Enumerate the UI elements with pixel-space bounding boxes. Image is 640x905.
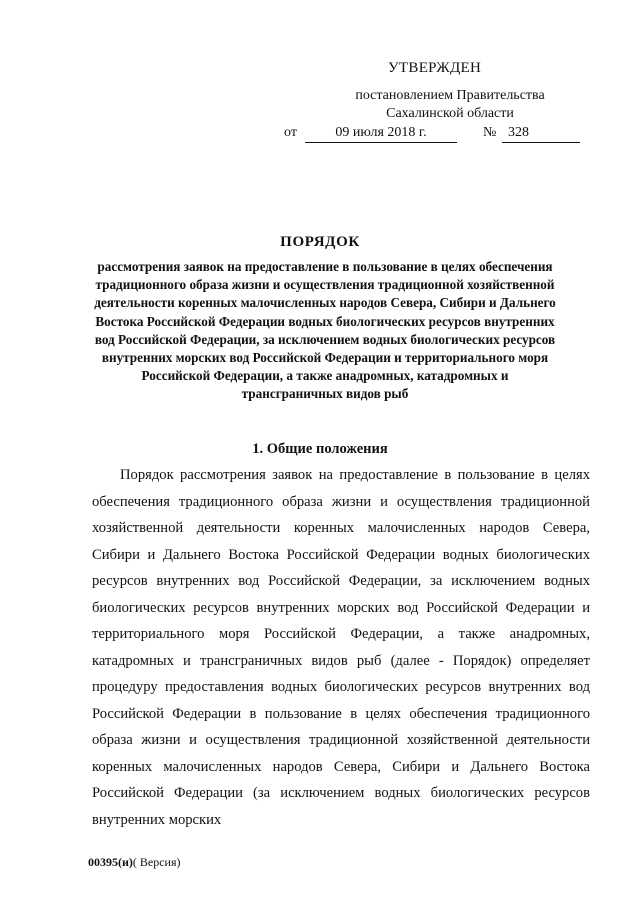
approval-number: 328	[502, 124, 580, 143]
approval-heading: УТВЕРЖДЕН	[388, 60, 482, 76]
footer-version	[88, 855, 181, 870]
section-title: 1. Общие положения	[252, 441, 388, 457]
approval-date-row	[284, 124, 614, 144]
number-label: №	[483, 125, 497, 140]
approval-line-region: Сахалинской области	[386, 106, 514, 121]
footer-version-label: ( Версия)	[132, 855, 181, 869]
body-paragraph: Порядок рассмотрения заявок на предоставление в пользование в целях обеспечения традиционного образа жизни и осуществления традиционной хозяйственной деятельности коренных малочисленных народов Севера, Сибири и Дальнего Востока Российской Федерации водных биологических ресурсов внутренних вод Российской Федерации, за исключением водных биологических ресурсов внутренних морских вод Российской Федерации и территориального моря Российской Федерации, а также анадромных, катадромных и трансграничных видов рыб (далее - Порядок) определяет процедуру предоставления водных биологических ресурсов внутренних вод Российской Федерации в пользование в целях обеспечения традиционного образа жизни и осуществления традиционной хозяйственной деятельности коренных малочисленных народов Севера, Сибири и Дальнего Востока Российской Федерации (за исключением водных биологических ресурсов внутренних морских	[92, 467, 590, 828]
date-from-label: от	[284, 125, 297, 140]
approval-line-government: постановлением Правительства	[355, 88, 545, 103]
footer-code: 00395(и)	[88, 855, 133, 869]
approval-date: 09 июля 2018 г.	[305, 124, 457, 143]
document-subtitle: рассмотрения заявок на предоставление в пользование в целях обеспечения традиционного образа жизни и осуществления традиционной хозяйственной деятельности коренных малочисленных народов Севера, Сибири и Дальнего Востока Российской Федерации водных биологических ресурсов внутренних вод Российской Федерации, за исключением водных биологических ресурсов внутренних морских вод Российской Федерации и территориального моря Российской Федерации, а также анадромных, катадромных и трансграничных видов рыб	[94, 259, 556, 402]
document-title: ПОРЯДОК	[280, 234, 360, 250]
